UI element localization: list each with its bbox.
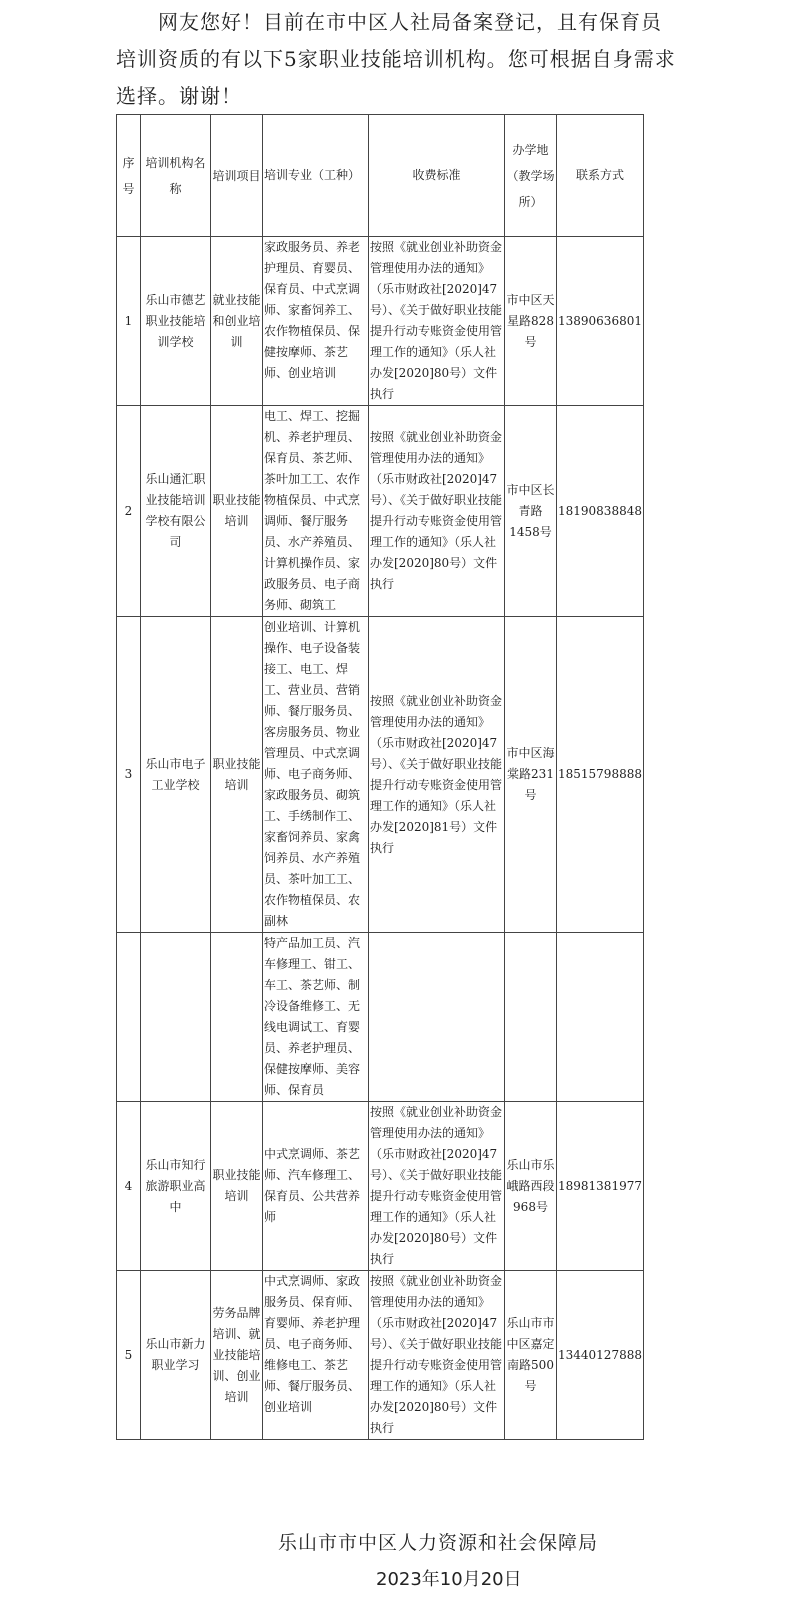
row-org: 乐山市电子工业学校 (141, 617, 211, 933)
row-project: 就业技能和创业培训 (211, 237, 263, 406)
row-no: 2 (117, 406, 141, 617)
training-institutions-table-continued (116, 932, 644, 1440)
table-header-row (117, 115, 644, 237)
row-address: 市中区天星路828号 (505, 237, 557, 406)
row-org: 乐山市新力职业学习 (141, 1271, 211, 1440)
row-major: 电工、焊工、挖掘机、养老护理员、保育员、茶艺师、茶叶加工工、农作物植保员、中式烹调师、餐厅服务员、水产养殖员、计算机操作员、家政服务员、电子商务师、砌筑工 (263, 406, 369, 617)
table-row (117, 1271, 644, 1440)
row-major: 中式烹调师、家政服务员、保育师、育婴师、养老护理员、电子商务师、维修电工、茶艺师、餐厅服务员、创业培训 (263, 1271, 369, 1440)
table-row (117, 617, 644, 933)
header-org: 培训机构名称 (141, 115, 211, 237)
row-major: 特产品加工员、汽车修理工、钳工、车工、茶艺师、制冷设备维修工、无线电调试工、育婴员、养老护理员、保健按摩师、美容师、保育员 (263, 933, 369, 1102)
intro-paragraph (116, 4, 676, 115)
row-fee: 按照《就业创业补助资金管理使用办法的通知》（乐市财政社[2020]47号）、《关于做好职业技能提升行动专账资金使用管理工作的通知》（乐人社办发[2020]81号）文件执行 (369, 617, 505, 933)
training-institutions-table (116, 114, 644, 933)
row-org: 乐山市知行旅游职业高中 (141, 1102, 211, 1271)
row-org: 乐山市德艺职业技能培训学校 (141, 237, 211, 406)
row-project: 职业技能培训 (211, 406, 263, 617)
row-no: 3 (117, 617, 141, 933)
row-fee: 按照《就业创业补助资金管理使用办法的通知》（乐市财政社[2020]47号）、《关于做好职业技能提升行动专账资金使用管理工作的通知》（乐人社办发[2020]80号）文件执行 (369, 1271, 505, 1440)
table-row (117, 237, 644, 406)
row-fee: 按照《就业创业补助资金管理使用办法的通知》（乐市财政社[2020]47号）、《关于做好职业技能提升行动专账资金使用管理工作的通知》（乐人社办发[2020]80号）文件执行 (369, 237, 505, 406)
header-project: 培训项目 (211, 115, 263, 237)
row-project: 劳务品牌培训、就业技能培训、创业培训 (211, 1271, 263, 1440)
issue-date: 2023年10月20日 (376, 1569, 522, 1590)
row-major: 创业培训、计算机操作、电子设备装接工、电工、焊工、营业员、营销师、餐厅服务员、客房服务员、物业管理员、中式烹调师、电子商务师、家政服务员、砌筑工、手绣制作工、家畜饲养员、家禽饲养员、水产养殖员、茶叶加工工、农作物植保员、农副林 (263, 617, 369, 933)
row-no: 5 (117, 1271, 141, 1440)
row-contact: 18190838848 (557, 406, 644, 617)
header-contact: 联系方式 (557, 115, 644, 237)
row-contact: 18515798888 (557, 617, 644, 933)
row-org: 乐山通汇职业技能培训学校有限公司 (141, 406, 211, 617)
row-address: 乐山市市中区嘉定南路500号 (505, 1271, 557, 1440)
intro-text: 网友您好！目前在市中区人社局备案登记，且有保育员培训资质的有以下5家职业技能培训机构。您可根据自身需求选择。谢谢！ (116, 10, 676, 108)
row-fee: 按照《就业创业补助资金管理使用办法的通知》（乐市财政社[2020]47号）、《关于做好职业技能提升行动专账资金使用管理工作的通知》（乐人社办发[2020]80号）文件执行 (369, 1102, 505, 1271)
row-address: 市中区长青路1458号 (505, 406, 557, 617)
table-row (117, 1102, 644, 1271)
row-contact: 18981381977 (557, 1102, 644, 1271)
row-no: 4 (117, 1102, 141, 1271)
row-project: 职业技能培训 (211, 1102, 263, 1271)
header-major: 培训专业（工种） (263, 115, 369, 237)
issuer-name: 乐山市市中区人力资源和社会保障局 (278, 1532, 599, 1554)
header-fee: 收费标准 (369, 115, 505, 237)
header-no: 序号 (117, 115, 141, 237)
row-contact: 13440127888 (557, 1271, 644, 1440)
row-fee: 按照《就业创业补助资金管理使用办法的通知》（乐市财政社[2020]47号）、《关于做好职业技能提升行动专账资金使用管理工作的通知》（乐人社办发[2020]80号）文件执行 (369, 406, 505, 617)
header-address: 办学地（教学场所） (505, 115, 557, 237)
table-row (117, 406, 644, 617)
row-project: 职业技能培训 (211, 617, 263, 933)
row-contact: 13890636801 (557, 237, 644, 406)
row-address: 市中区海棠路231号 (505, 617, 557, 933)
table-row-continued (117, 933, 644, 1102)
row-major: 中式烹调师、茶艺师、汽车修理工、保育员、公共营养师 (263, 1102, 369, 1271)
row-address: 乐山市乐峨路西段968号 (505, 1102, 557, 1271)
row-no: 1 (117, 237, 141, 406)
row-major: 家政服务员、养老护理员、育婴员、保育员、中式烹调师、家畜饲养工、农作物植保员、保健按摩师、茶艺师、创业培训 (263, 237, 369, 406)
